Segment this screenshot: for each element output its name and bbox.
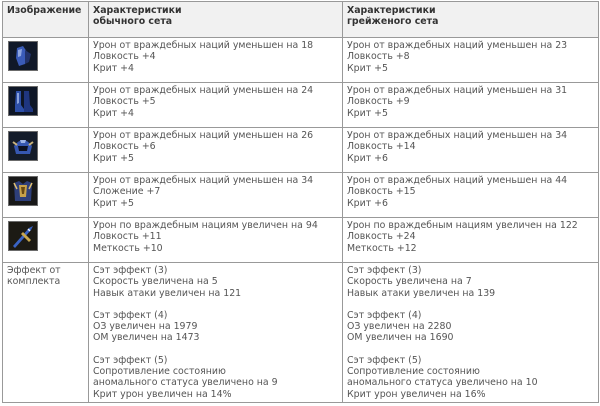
grade-stats-cell: Урон от враждебных наций уменьшен на 44 Ловкость +15 Крит +6 (343, 173, 599, 218)
normal-stats-cell: Урон от враждебных наций уменьшен на 18 Ловкость +4 Крит +4 (89, 38, 343, 83)
header-row (3, 2, 599, 38)
item-image-cell (3, 38, 89, 83)
header-normal-set (89, 2, 343, 38)
normal-stats-cell: Урон по враждебным нациям увеличен на 94 Ловкость +11 Меткость +10 (89, 218, 343, 263)
grade-stats-cell: Урон по враждебным нациям увеличен на 122 Ловкость +24 Меткость +12 (343, 218, 599, 263)
header-grade-line-2: грейженого сета (347, 16, 439, 28)
item-image-cell (3, 173, 89, 218)
header-grade-line-1: Характеристики (347, 5, 436, 16)
normal-stats-cell: Урон от враждебных наций уменьшен на 26 Ловкость +6 Крит +5 (89, 128, 343, 173)
normal-stats-cell: Урон от враждебных наций уменьшен на 34 Сложение +7 Крит +5 (89, 173, 343, 218)
weapon-icon (8, 221, 38, 251)
armor-icon (8, 176, 38, 206)
header-normal-line-1: Характеристики (93, 5, 182, 16)
item-image-cell (3, 128, 89, 173)
grade-stats-cell: Урон от враждебных наций уменьшен на 34 Ловкость +14 Крит +6 (343, 128, 599, 173)
table-row (3, 218, 599, 263)
grade-stats-cell: Урон от враждебных наций уменьшен на 23 Ловкость +8 Крит +5 (343, 38, 599, 83)
header-normal-line-2: обычного сета (93, 16, 173, 28)
item-image-cell (3, 83, 89, 128)
table-row (3, 38, 599, 83)
boots-icon (8, 86, 38, 116)
helmet-icon (8, 131, 38, 161)
normal-stats-cell: Урон от враждебных наций уменьшен на 24 Ловкость +5 Крит +4 (89, 83, 343, 128)
gloves-icon (8, 41, 38, 71)
grade-stats-cell: Урон от враждебных наций уменьшен на 31 Ловкость +9 Крит +5 (343, 83, 599, 128)
table-row (3, 128, 599, 173)
set-effect-label: Эффект от комплекта (3, 263, 89, 403)
table-row (3, 173, 599, 218)
header-grade-set (343, 2, 599, 38)
grade-set-effects-cell: Сэт эффект (3) Скорость увеличена на 7 Навык атаки увеличен на 139 Сэт эффект (4) ОЗ увеличен на 2280 ОМ увеличен на 1690 Сэт эффект (5) Сопротивление состоянию аномального статуса увеличено на 10 Крит урон увеличен на 16% (343, 263, 599, 403)
set-table-container (2, 1, 598, 405)
set-characteristics-table (2, 1, 599, 403)
normal-set-effects-cell: Сэт эффект (3) Скорость увеличена на 5 Навык атаки увеличен на 121 Сэт эффект (4) ОЗ увеличен на 1979 ОМ увеличен на 1473 Сэт эффект (5) Сопротивление состоянию аномального статуса увеличено на 9 Крит урон увеличен на 14% (89, 263, 343, 403)
table-row (3, 83, 599, 128)
set-effect-row (3, 263, 599, 403)
item-image-cell (3, 218, 89, 263)
header-image: Изображение (3, 2, 89, 38)
